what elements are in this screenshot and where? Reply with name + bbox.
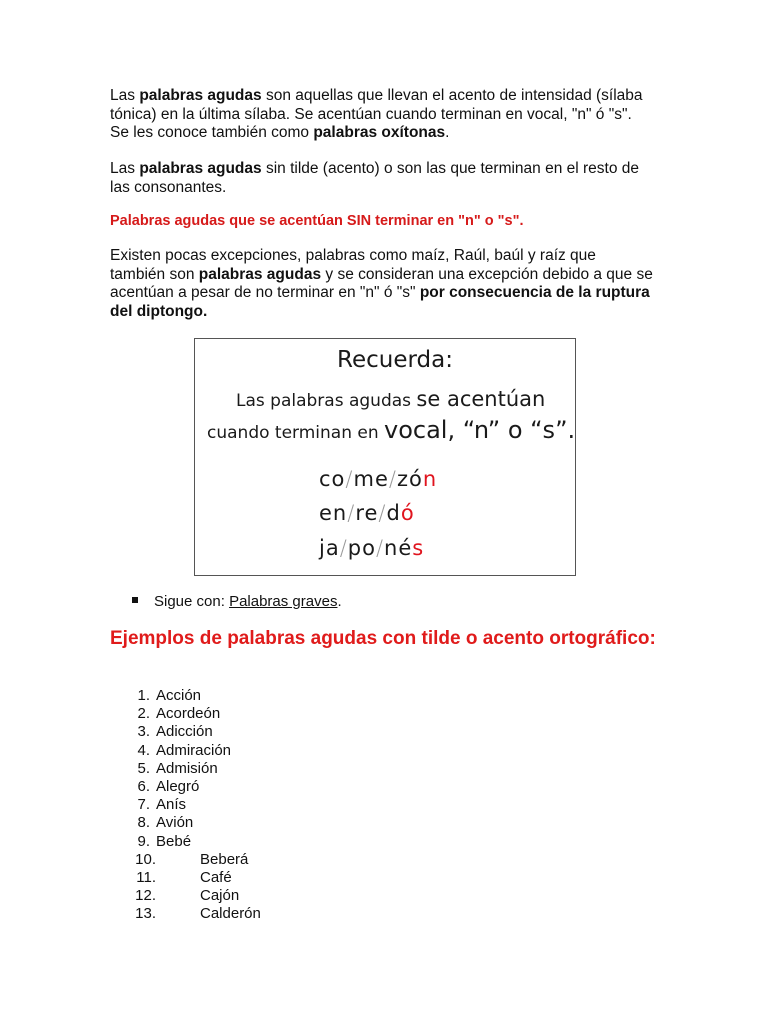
list-item-number: 7.	[137, 796, 150, 814]
reminder-title: Recuerda:	[337, 347, 453, 373]
syllable-word-1	[319, 467, 437, 491]
list-item-word: Cajón	[200, 887, 240, 905]
list-item-word: Avión	[156, 814, 194, 832]
text: .	[445, 124, 450, 142]
syllable: zó	[396, 467, 423, 491]
paragraph-no-tilde	[110, 160, 655, 197]
syllable: po	[347, 536, 376, 560]
text: cuando terminan en	[207, 423, 385, 443]
list-item-word: Café	[200, 868, 232, 886]
list-item-word: Adicción	[156, 723, 213, 741]
list-item-word: Bebé	[156, 832, 192, 850]
syllable-separator: /	[375, 536, 385, 560]
text: Sigue con:	[154, 593, 230, 610]
list-item-number: 11.	[136, 868, 156, 886]
list-item-word: Beberá	[200, 850, 249, 868]
text: Las	[110, 87, 140, 104]
reminder-line-2	[207, 416, 575, 444]
list-item-number: 9.	[137, 832, 150, 850]
syllable-separator: /	[345, 467, 354, 491]
list-item-word: Anís	[156, 796, 187, 814]
syllable-separator: /	[378, 501, 387, 525]
paragraph-definition	[110, 87, 655, 143]
bullet-square-icon	[132, 597, 138, 603]
text: Las	[110, 160, 140, 177]
bold-term: palabras agudas	[198, 265, 322, 283]
text: Existen pocas excepciones, palabras como maíz, Raúl, baúl y raíz que también son	[110, 247, 596, 283]
syllable: ja	[319, 536, 340, 560]
emphasis-text: vocal, “n” o “s”.	[384, 416, 576, 444]
syllable: co	[319, 467, 346, 491]
highlight-letter: s	[412, 536, 425, 560]
list-item-number: 10.	[135, 850, 156, 868]
text: son aquellas que llevan el acento de intensidad (sílaba tónica) en la última sílaba. Se acentúan cuando terminan en vocal, "n" ó "s". Se les conoce también como	[110, 87, 643, 142]
bold-term: palabras agudas	[139, 160, 262, 177]
list-item-number: 13.	[135, 905, 156, 923]
palabras-graves-link[interactable]: Palabras graves	[229, 593, 338, 610]
list-item-number: 2.	[137, 705, 150, 723]
text: .	[337, 593, 342, 610]
syllable-separator: /	[388, 467, 397, 491]
syllable-word-3	[319, 536, 424, 560]
bold-term: palabras agudas	[139, 87, 262, 104]
text: Las palabras agudas	[236, 391, 417, 411]
list-item-number: 4.	[137, 741, 150, 759]
syllable: re	[355, 501, 379, 525]
list-item-word: Acordeón	[156, 705, 221, 723]
syllable: en	[319, 501, 348, 525]
syllable-word-2	[319, 501, 415, 525]
list-item-word: Alegró	[156, 777, 200, 795]
list-item-word: Acción	[156, 687, 202, 704]
list-item-number: 3.	[137, 723, 150, 741]
red-heading: Palabras agudas que se acentúan SIN terminar en "n" o "s".	[110, 213, 524, 229]
emphasis-text: se acentúan	[416, 387, 546, 411]
list-item-number: 6.	[137, 777, 150, 795]
highlight-letter: n	[422, 467, 438, 491]
list-item-number: 1.	[137, 687, 150, 704]
list-item-word: Admiración	[156, 741, 232, 759]
paragraph-exceptions	[110, 247, 655, 321]
list-item-word: Admisión	[156, 759, 218, 777]
list-item-number: 8.	[137, 814, 150, 832]
reminder-line-1	[236, 387, 545, 411]
list-item-word: Calderón	[200, 905, 261, 923]
syllable-separator: /	[347, 501, 356, 525]
syllable: me	[353, 467, 389, 491]
text: y se consideran una excepción debido a que se acentúan a pesar de no terminar en "n" ó "s"	[110, 265, 653, 302]
bullet-see-also	[132, 593, 342, 611]
bold-term: por consecuencia de la ruptura del diptongo.	[110, 284, 650, 320]
syllable: né	[384, 536, 413, 560]
text: sin tilde (acento) o son las que terminan en el resto de las consonantes.	[110, 160, 640, 196]
reminder-image	[194, 338, 576, 576]
list-item-number: 12.	[135, 887, 156, 905]
section-title: Ejemplos de palabras agudas con tilde o acento ortográfico:	[110, 628, 656, 649]
syllable-separator: /	[339, 536, 348, 560]
bold-term: palabras oxítonas	[313, 124, 446, 142]
list-item-number: 5.	[137, 759, 150, 777]
highlight-letter: ó	[400, 501, 415, 525]
syllable: d	[386, 501, 401, 525]
